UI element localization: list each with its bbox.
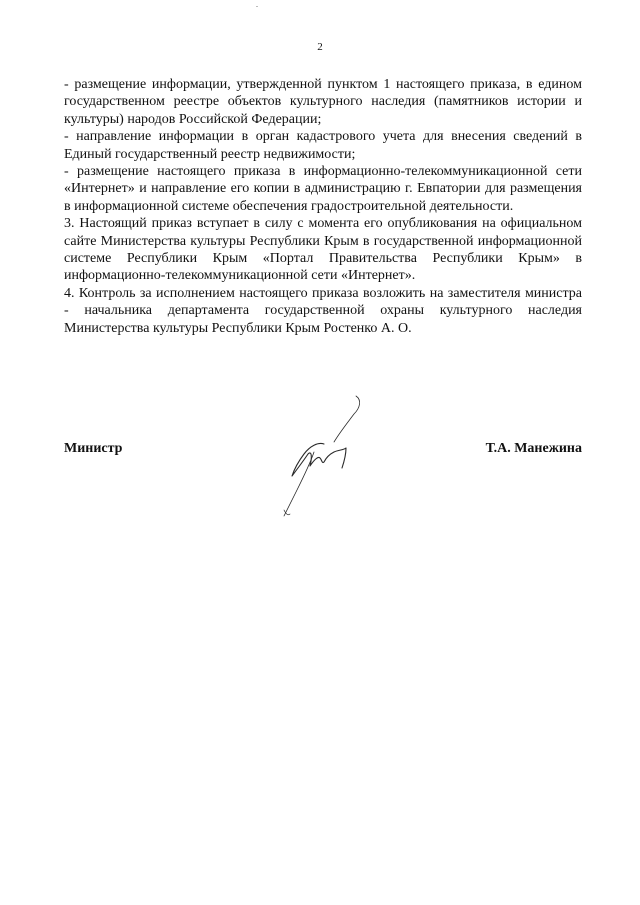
signer-title: Министр — [64, 441, 123, 456]
signature-stroke-main — [292, 443, 346, 476]
page-number: 2 — [317, 41, 323, 53]
signer-name: Т.А. Манежина — [485, 441, 582, 456]
paragraph-internet-placement: - размещение настоящего приказа в информационно-телекоммуникационной сети «Интернет» и направление его копии в администрацию г. Евпатории для размещения в информационной системе обеспечения градостроительной деятельности. — [64, 164, 582, 214]
handwritten-signature — [268, 392, 378, 522]
paragraph-control: 4. Контроль за исполнением настоящего приказа возложить на заместителя министра - начальника департамента государственной охраны культурного наследия Министерства культуры Республики Крым Ростенко А. О. — [64, 285, 582, 336]
paragraph-effective-date: 3. Настоящий приказ вступает в силу с момента его опубликования на официальном сайте Министерства культуры Республики Крым в государственной информационной системе Республики Крым «Портал Правительства Республики Крым» в информационно-телекоммуникационной сети «Интернет». — [64, 216, 582, 284]
paragraph-cadastral-info: - направление информации в орган кадастрового учета для внесения сведений в Единый государственный реестр недвижимости; — [64, 129, 582, 162]
paragraph-registry-placement: - размещение информации, утвержденной пунктом 1 настоящего приказа, в едином государственном реестре объектов культурного наследия (памятников истории и культуры) народов Российской Федерации; — [64, 77, 582, 127]
signature-stroke-upper — [334, 396, 360, 442]
scan-speck — [256, 6, 258, 7]
document-body — [64, 76, 582, 337]
